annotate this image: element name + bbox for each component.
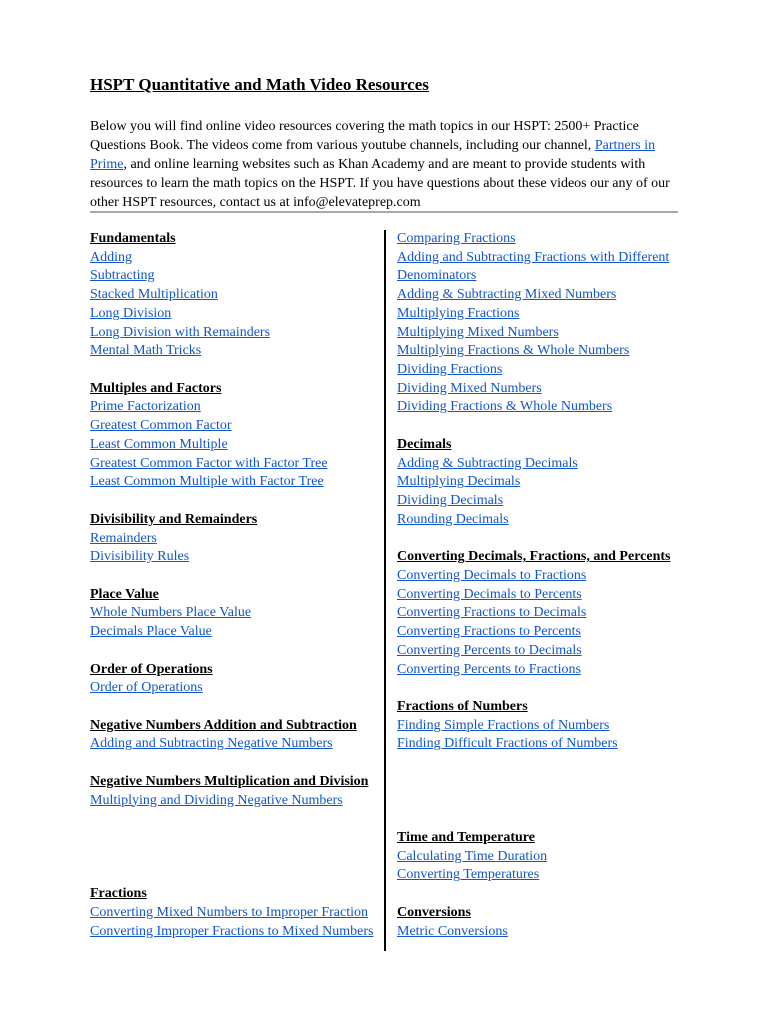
video-link-converting-fractions-to-decimals[interactable]: Converting Fractions to Decimals [397,605,587,621]
resource-link-row [397,361,687,380]
resource-link-row [397,230,687,249]
resource-link-row [397,866,687,885]
spacer-row [397,773,687,792]
video-link-multiplying-decimals[interactable]: Multiplying Decimals [397,474,521,490]
resource-link-row [90,398,380,417]
spacer-row [397,885,687,904]
resource-link-row [397,717,687,736]
resource-link-row [397,249,687,268]
resource-link-row [90,904,380,923]
section-heading-decimals [397,436,687,455]
resource-link-row [397,286,687,305]
section-heading-label: Negative Numbers Multiplication and Division [90,773,369,789]
resource-link-row [90,679,380,698]
resource-link-row [90,305,380,324]
video-link-least-common-multiple[interactable]: Least Common Multiple [90,436,228,452]
video-link-mental-math-tricks[interactable]: Mental Math Tricks [90,343,202,359]
intro-paragraph [90,117,680,212]
spacer-row [90,642,380,661]
video-link-converting-decimals-to-fractions[interactable]: Converting Decimals to Fractions [397,567,587,583]
page-title: HSPT Quantitative and Math Video Resources [90,75,429,94]
resource-link-row [397,473,687,492]
section-heading-label: Place Value [90,586,159,602]
resource-link-row [90,623,380,642]
section-heading-order-of-operations [90,661,380,680]
video-link-comparing-fractions[interactable]: Comparing Fractions [397,231,516,246]
resource-link-row [397,848,687,867]
video-link-calculating-time-duration[interactable]: Calculating Time Duration [397,848,548,864]
intro-text-after: , and online learning websites such as Khan Academy and are meant to provide students with resources to learn the math topics on the HSPT. If you have questions about these videos our any of our other HSPT resources, contact us at info@elevateprep.com [90,157,670,210]
video-link-multiplying-fractions[interactable]: Multiplying Fractions [397,305,520,321]
section-heading-fundamentals [90,230,380,249]
spacer-row [90,866,380,885]
video-link-dividing-fractions[interactable]: Dividing Fractions [397,362,503,378]
resource-link-row [397,380,687,399]
section-heading-fractions-of-numbers [397,698,687,717]
section-heading-label: Fractions [90,886,147,902]
video-link-greatest-common-factor-with-factor-tree[interactable]: Greatest Common Factor with Factor Tree [90,455,328,471]
spacer-row [90,848,380,867]
horizontal-divider [90,211,678,213]
resource-link-row [90,436,380,455]
partners-in-prime-link[interactable]: Partners in Prime [90,138,656,172]
spacer-row [397,754,687,773]
resource-link-row [397,324,687,343]
intro-text-before: Below you will find online video resources covering the math topics in our HSPT: 2500+ Practice Questions Book. The videos come from various youtube channels, including our channel, [90,119,639,153]
video-link-prime-factorization[interactable]: Prime Factorization [90,399,201,415]
resource-link-row [397,567,687,586]
spacer-row [397,417,687,436]
section-heading-label: Time and Temperature [397,830,535,845]
spacer-row [397,530,687,549]
video-link-converting-mixed-numbers-to-improper-fraction[interactable]: Converting Mixed Numbers to Improper Fraction [90,904,369,920]
resource-link-row [90,267,380,286]
spacer-row [397,679,687,698]
video-link-order-of-operations[interactable]: Order of Operations [90,680,203,696]
resource-link-row [397,604,687,623]
video-link-converting-fractions-to-percents[interactable]: Converting Fractions to Percents [397,624,581,640]
resource-link-row [397,511,687,530]
video-link-long-division-with-remainders[interactable]: Long Division with Remainders [90,324,271,340]
resource-link-row [397,342,687,361]
video-link-multiplying-mixed-numbers[interactable]: Multiplying Mixed Numbers [397,324,559,340]
video-link-multiplying-and-dividing-negative-numbers[interactable]: Multiplying and Dividing Negative Numbers [90,792,343,808]
resource-link-row [397,642,687,661]
resource-link-row [90,604,380,623]
resource-link-row [90,473,380,492]
resource-link-row [397,923,687,942]
video-link-adding-and-subtracting-fractions-with-different[interactable]: Adding and Subtracting Fractions with Different [397,249,670,265]
spacer-row [90,810,380,829]
video-link-denominators[interactable]: Denominators [397,268,477,284]
column-divider [384,230,386,951]
video-link-finding-simple-fractions-of-numbers[interactable]: Finding Simple Fractions of Numbers [397,717,610,733]
resource-link-row [397,661,687,680]
video-link-least-common-multiple-with-factor-tree[interactable]: Least Common Multiple with Factor Tree [90,474,324,490]
spacer-row [90,492,380,511]
section-heading-label: Fractions of Numbers [397,698,528,714]
section-heading-label: Fundamentals [90,231,176,246]
resource-link-row [397,455,687,474]
resource-link-row [90,455,380,474]
video-link-adding-and-subtracting-decimals[interactable]: Adding & Subtracting Decimals [397,455,578,471]
video-link-converting-decimals-to-percents[interactable]: Converting Decimals to Percents [397,586,582,602]
resource-link-row [397,267,687,286]
section-heading-label: Multiples and Factors [90,380,222,396]
video-link-converting-percents-to-decimals[interactable]: Converting Percents to Decimals [397,642,582,658]
resource-link-row [90,530,380,549]
video-link-finding-difficult-fractions-of-numbers[interactable]: Finding Difficult Fractions of Numbers [397,736,618,752]
section-heading-converting-decimals-fractions-and-percents [397,548,687,567]
section-heading-divisibility-and-remainders [90,511,380,530]
section-heading-label: Divisibility and Remainders [90,511,258,527]
video-link-multiplying-fractions-and-whole-numbers[interactable]: Multiplying Fractions & Whole Numbers [397,343,630,359]
video-link-divisibility-rules[interactable]: Divisibility Rules [90,549,190,565]
video-link-converting-improper-fractions-to-mixed-numbers[interactable]: Converting Improper Fractions to Mixed Numbers [90,923,374,939]
resource-link-row [90,249,380,268]
video-link-subtracting[interactable]: Subtracting [90,268,155,284]
resource-link-row [90,286,380,305]
video-link-long-division[interactable]: Long Division [90,305,172,321]
section-heading-label: Negative Numbers Addition and Subtraction [90,717,357,733]
video-link-stacked-multiplication[interactable]: Stacked Multiplication [90,287,218,303]
resource-link-row [90,548,380,567]
resource-link-row [90,735,380,754]
video-link-metric-conversions[interactable]: Metric Conversions [397,923,508,939]
spacer-row [90,698,380,717]
video-link-dividing-decimals[interactable]: Dividing Decimals [397,493,504,509]
resource-link-row [90,417,380,436]
video-link-decimals-place-value[interactable]: Decimals Place Value [90,624,212,640]
video-link-adding-and-subtracting-mixed-numbers[interactable]: Adding & Subtracting Mixed Numbers [397,287,617,303]
video-link-greatest-common-factor[interactable]: Greatest Common Factor [90,418,232,434]
section-heading-label: Order of Operations [90,661,213,677]
spacer-row [90,361,380,380]
video-link-dividing-mixed-numbers[interactable]: Dividing Mixed Numbers [397,380,542,396]
right-column [397,230,687,941]
left-column [90,230,380,941]
video-link-adding-and-subtracting-negative-numbers[interactable]: Adding and Subtracting Negative Numbers [90,736,333,752]
section-heading-multiples-and-factors [90,380,380,399]
resource-link-row [397,492,687,511]
video-link-converting-percents-to-fractions[interactable]: Converting Percents to Fractions [397,661,581,677]
section-heading-fractions [90,885,380,904]
section-heading-place-value [90,586,380,605]
section-heading-label: Converting Decimals, Fractions, and Percents [397,549,671,565]
resource-link-row [90,923,380,942]
resource-link-row [397,586,687,605]
spacer-row [90,829,380,848]
resource-link-row [90,342,380,361]
video-link-whole-numbers-place-value[interactable]: Whole Numbers Place Value [90,605,252,621]
video-link-rounding-decimals[interactable]: Rounding Decimals [397,511,509,527]
resource-link-row [397,305,687,324]
resource-link-row [397,735,687,754]
section-heading-negative-numbers-addition-and-subtraction [90,717,380,736]
section-heading-label: Decimals [397,436,452,452]
resource-link-row [397,398,687,417]
video-link-adding[interactable]: Adding [90,249,132,265]
spacer-row [90,754,380,773]
section-heading-time-and-temperature [397,829,687,848]
spacer-row [397,810,687,829]
section-heading-label: Conversions [397,904,471,920]
spacer-row [397,792,687,811]
video-link-remainders[interactable]: Remainders [90,530,157,546]
resource-link-row [90,324,380,343]
section-heading-conversions [397,904,687,923]
spacer-row [90,567,380,586]
resource-link-row [397,623,687,642]
video-link-converting-temperatures[interactable]: Converting Temperatures [397,867,540,883]
video-link-dividing-fractions-and-whole-numbers[interactable]: Dividing Fractions & Whole Numbers [397,399,613,415]
section-heading-negative-numbers-multiplication-and-division [90,773,380,792]
resource-link-row [90,792,380,811]
